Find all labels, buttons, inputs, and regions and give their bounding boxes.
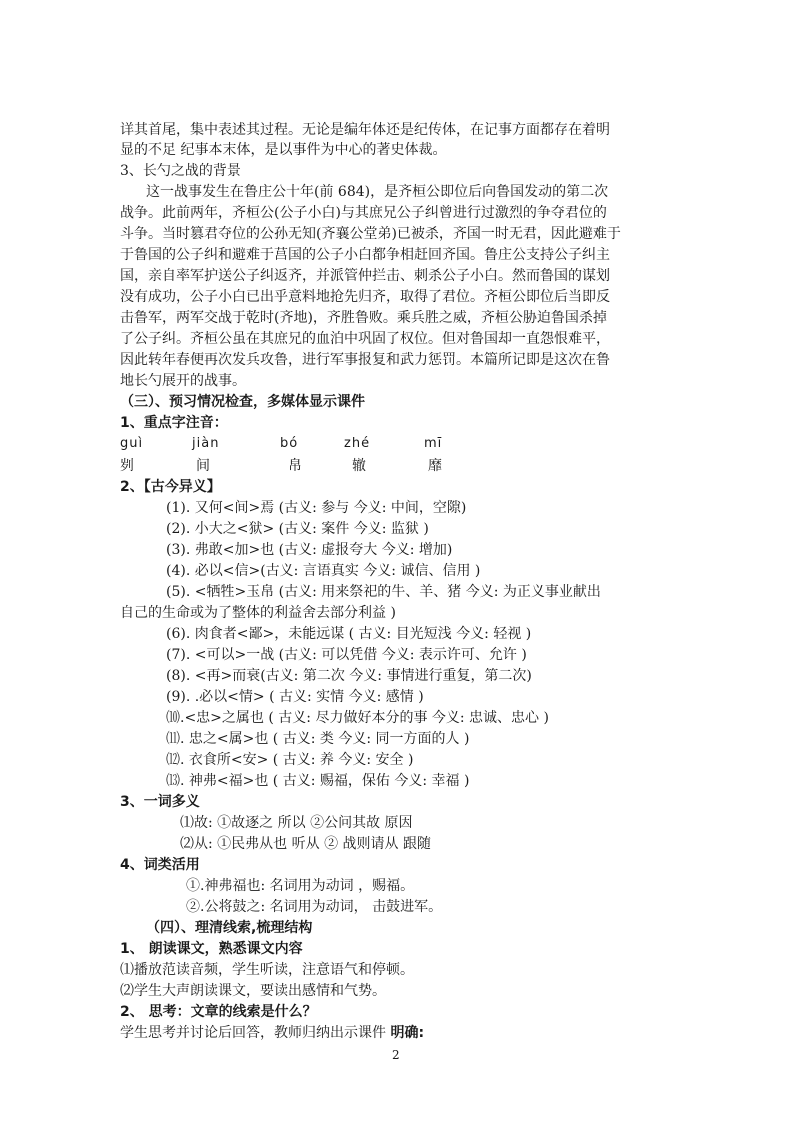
pinyin: bó [280,436,299,451]
background-heading: 3、长勺之战的背景 [120,163,241,179]
pinyin: zhé [344,436,371,451]
subsection-heading: 2、 思考：文章的线索是什么？ [120,1004,317,1020]
list-item: (9). .必以<情> ( 古义: 实情 今义: 感情 ) [166,689,424,705]
list-item: (6). 肉食者<鄙>，未能远谋 ( 古义: 目光短浅 今义: 轻视 ) [166,626,532,642]
subsection-heading: 2、【古今异义】 [120,479,221,495]
paragraph-line: 于鲁国的公子纠和避难于莒国的公子小白都争相赶回齐国。鲁庄公支持公子纠主 [120,247,610,263]
list-item: ⑽.<忠>之属也 ( 古义: 尽力做好本分的事 今义: 忠诚、忠心 ) [166,710,549,726]
list-item: ⒀. 神弗<福>也 ( 古义: 赐福，保佑 今义: 幸福 ) [166,773,470,789]
character: 靡 [428,458,442,474]
character: 刿 [120,458,134,474]
list-item: ⑴故: ①故逐之 所以 ②公问其故 原因 [180,815,413,831]
pinyin: guì [120,436,144,451]
section-heading: （四）、理清线索,梳理结构 [146,920,313,936]
page-number: 2 [392,1048,400,1062]
paragraph-line: 击鲁军，两军交战于乾时(齐地)，齐胜鲁败。乘兵胜之威，齐桓公胁迫鲁国杀掉 [120,310,607,326]
list-item: (2). 小大之<狱> (古义: 案件 今义: 监狱 ) [166,521,429,537]
subsection-heading: 4、词类活用 [120,857,200,873]
character: 辙 [352,458,366,474]
list-item: ⑵学生大声朗读课文，要读出感情和气势。 [120,983,386,999]
character: 帛 [288,458,302,474]
pinyin: jiàn [192,436,220,451]
subsection-heading: 3、一词多义 [120,794,200,810]
list-item: 自己的生命或为了整体的利益舍去部分利益 ) [120,605,396,621]
list-item: ⑾. 忠之<属>也 ( 古义: 类 今义: 同一方面的人 ) [166,731,470,747]
list-item: (3). 弗敢<加>也 (古义: 虚报夸大 今义: 增加) [166,542,453,558]
paragraph-line: 战争。此前两年，齐桓公(公子小白)与其庶兄公子纠曾进行过激烈的争夺君位的 [120,205,607,221]
list-item: (8). <再>而衰(古义: 第二次 今义: 事情进行重复，第二次) [166,668,532,684]
intro-line: 显的不足 纪事本末体，是以事件为中心的著史体裁。 [120,142,447,158]
list-item: ①.神弗福也: 名词用为动词 ，赐福。 [186,878,415,894]
list-item: (7). <可以>一战 (古义: 可以凭借 今义: 表示许可、允许 ) [166,647,527,663]
paragraph-line: 斗争。当时篡君夺位的公孙无知(齐襄公堂弟)已被杀，齐国一时无君，因此避难于 [120,226,621,242]
list-item: ⑴播放范读音频，学生听读，注意语气和停顿。 [120,962,414,978]
thinking-text: 学生思考并讨论后回答，教师归纳出示课件 [120,1025,386,1041]
list-item: (4). 必以<信>(古义: 言语真实 今义: 诚信、信用 ) [166,563,481,579]
character: 间 [196,458,210,474]
paragraph-line: 国，亲自率军护送公子纠返齐，并派管仲拦击、刺杀公子小白。然而鲁国的谋划 [120,268,610,284]
paragraph-line: 没有成功，公子小白已出乎意料地抢先归齐，取得了君位。齐桓公即位后当即反 [120,289,610,305]
section-heading: （三）、预习情况检查，多媒体显示课件 [120,394,365,410]
paragraph-line: 因此转年春便再次发兵攻鲁，进行军事报复和武力惩罚。本篇所记即是这次在鲁 [120,352,610,368]
list-item: (1). 又何<间>焉 (古义: 参与 今义: 中间，空隙) [166,500,467,516]
paragraph-line: 了公子纠。齐桓公虽在其庶兄的血泊中巩固了权位。但对鲁国却一直怨恨难平， [120,331,610,347]
subsection-heading: 1、重点字注音： [120,415,228,431]
intro-line: 详其首尾，集中表述其过程。无论是编年体还是纪传体，在记事方面都存在着明 [120,122,610,138]
paragraph-line: 这一战事发生在鲁庄公十年(前 684)，是齐桓公即位后向鲁国发动的第二次 [146,184,609,200]
answer-label: 明确: [390,1025,425,1041]
paragraph-line [120,1023,424,1043]
list-item: ⑿. 衣食所<安> ( 古义: 养 今义: 安全 ) [166,752,414,768]
list-item: ⑵从: ①民弗从也 听从 ② 战则请从 跟随 [180,836,431,852]
subsection-heading: 1、 朗读课文，熟悉课文内容 [120,941,303,957]
paragraph-line: 地长勺展开的战事。 [120,373,246,389]
list-item: ②.公将鼓之: 名词用为动词， 击鼓进军。 [186,899,443,915]
list-item: (5). <牺牲>玉帛 (古义: 用来祭祀的牛、羊、猪 今义: 为正义事业献出 [166,584,601,600]
pinyin: mī [424,436,443,451]
